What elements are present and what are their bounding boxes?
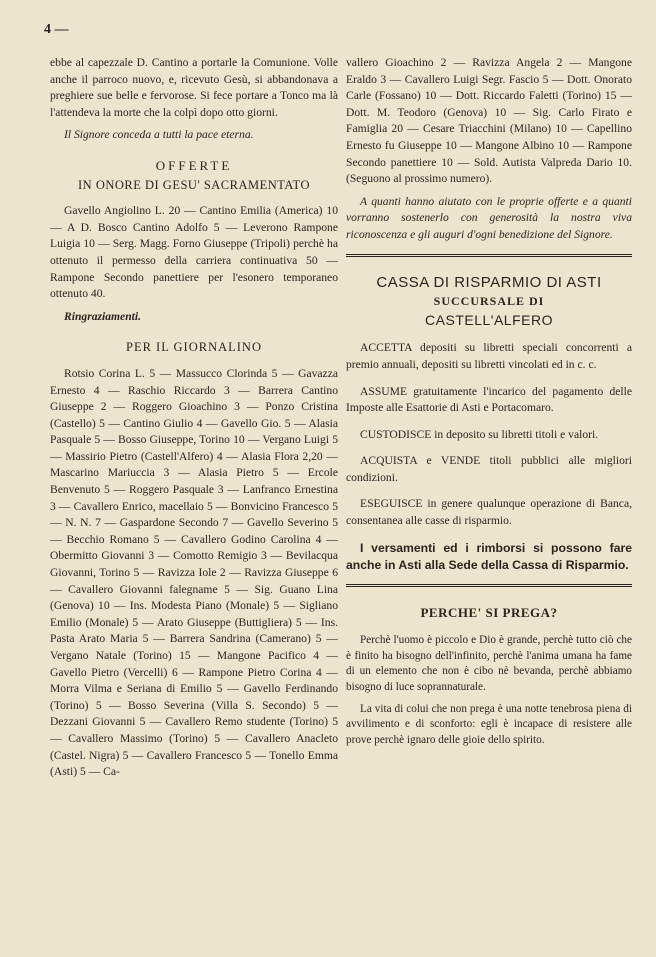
giornalino-title: PER IL GIORNALINO [126,340,262,355]
prayer-line: Il Signore conceda a tutti la pace eterna. [64,128,254,142]
bank-advertisement [346,275,632,574]
offerte-subtitle: IN ONORE DI GESU' SACRAMENTATO [78,177,310,192]
bank-service-assume: ASSUME gratuitamente l'incarico del pagamento delle Imposte alle Esattorie di Asti e Portacomaro. [346,384,632,415]
bank-service-accetta: ACCETTA depositi su libretti speciali concorrenti a premio annuali, depositi su libretti vincolati ed in c. c. [346,341,632,371]
giornalino-list: Rotsio Corina L. 5 — Massucco Clorinda 5 — Gavazza Ernesto 4 — Raschio Riccardo 3 — Barrera Cantino Giuseppe 2 — Roggero Gioachino 3 — Ponzo Cristina (Castello) 5 — Cantino Giulio 4 — Gavello Gio. 5 — Alasia Pasquale 5 — Bosso Giuseppe, Torino 10 — Vergano Luigi 5 — Massirio Pietro (Castell'Alfero) 4 — Alasia Flora 2,20 — Mascarino Mariuccia 3 — Alasia Pietro 5 — Ercole Benvenuto 5 — Roggero Pasquale 3 — Lanfranco Ernestina 3 — Cavallero Enrico, macellaio 5 — Bonvicino Francesco 5 — N. N. 7 — Gaspardone Secondo 7 — Gavello Severino 5 — Becchio Romano 5 — Cavallero Godino Carolina 4 — Obermitto Giovanni 3 — Comotto Remigio 3 — Bevilacqua Giovanni, Torino 5 — Ravizza Iole 2 — Ravizza Giuseppe 6 — Cavallero Giovanni falegname 5 — Sig. Guano Lina (Genova) 10 — Ins. Modesta Piano (Monale) 5 — Sigliano Emilio (Monale) 5 — Arato Giuseppe (Buttigliera) 5 — Ins. Pasta Arato Maria 5 — Barrera Sandrina (Camerano) 5 — Vergano Natale (Torino) 15 — Mangone Pacifico 4 — Gavello Pietro (Vercelli) 6 — Rampone Pietro Corina 4 — Morra Vilma e Seriana di Emilio 5 — Gavello Ferdinando (Torino) 5 — Bosso Severina (Villa S. Secondo) 5 — Dezzani Giovanni 5 — Cavallero Remo studente (Torino) 5 — Cavallero Massimo (Torino) 5 — Cavallero Anacleto (Castel. Nigra) 5 — Cavallero Francesco 5 — Tonello Emma (Asti) 5 — Ca- [50,366,338,779]
bank-title: CASSA DI RISPARMIO DI ASTI [376,273,602,291]
gratitude-note: A quanti hanno aiutato con le proprie offerte e a quanti vorranno sostenerlo con generosità la nostra viva riconoscenza e gli auguri d'ogni benedizione del Signore. [346,194,632,241]
offerte-title: OFFERTE [155,157,233,173]
giornalino-list-continued: vallero Gioachino 2 — Ravizza Angela 2 — Mangone Eraldo 3 — Cavallero Luigi Segr. Fascio 5 — Dott. Onorato Carle (Fossano) 10 — Dott. Riccardo Faletti (Torino) 15 — Dott. M. Teodoro (Genova) 10 — Sig. Carlo Firato e Famiglia 20 — Cesare Triacchini (Milano) 10 — Capellino Ernesto fu Giuseppe 10 — Mangone Albino 10 — Rampone Secondo panettiere 10 — Sold. Autista Valpreda Dario 10. (Seguono al prossimo numero). [346,56,632,186]
bank-service-custodisce: CUSTODISCE in deposito su libretti titoli e valori. [360,427,599,441]
obituary-paragraph: ebbe al capezzale D. Cantino a portarle la Comunione. Volle anche il parroco nuovo, e, ricevuto Gesù, si abbandonava a preghiere sue belle e fervorose. Si fece portare a Tonco ma là l'attendeva la morte che la colpì dopo otto giorni. [50,56,338,119]
bank-subtitle: SUCCURSALE DI [433,294,545,309]
right-column [346,55,632,754]
thanks-line: Ringraziamenti. [64,309,141,323]
prega-title: PERCHE' SI PREGA? [420,604,558,620]
prega-paragraph-1: Perchè l'uomo è piccolo e Dio è grande, perchè tutto ciò che è finito ha bisogno dell'infinito, perchè l'anima umana ha fame di un elemento che non è cibo nè bevanda, perchè abbiamo bisogno di luce soprannaturale. [346,634,632,694]
prega-paragraph-2: La vita di colui che non prega è una notte tenebrosa piena di avvilimento e di sconforto: egli è incapace di resistere alle prove perchè ignaro delle gioie dello spirito. [346,702,632,746]
bank-notice: I versamenti ed i rimborsi si possono fare anche in Asti alla Sede della Cassa di Risparmio. [346,540,632,572]
page-number: 4 — [44,22,69,37]
bank-service-acquista: ACQUISTA e VENDE titoli pubblici alle migliori condizioni. [346,454,632,484]
bank-service-esegue: ESEGUISCE in genere qualunque operazione di Banca, consentanea alle casse di risparmio. [346,497,632,528]
bank-place: CASTELL'ALFERO [425,311,553,328]
left-column [50,55,338,787]
offerte-list: Gavello Angiolino L. 20 — Cantino Emilia (America) 10 — A D. Bosco Cantino Adolfo 5 — Leverono Rampone Luigia 10 — Serg. Magg. Forno Giuseppe (Tripoli) perchè ha ottenuto il permesso della carriera continuativa 50 — Rampone Secondo panettiere per l'esonero temporaneo ottenuto 40. [50,204,338,301]
divider [346,584,632,587]
divider [346,254,632,257]
